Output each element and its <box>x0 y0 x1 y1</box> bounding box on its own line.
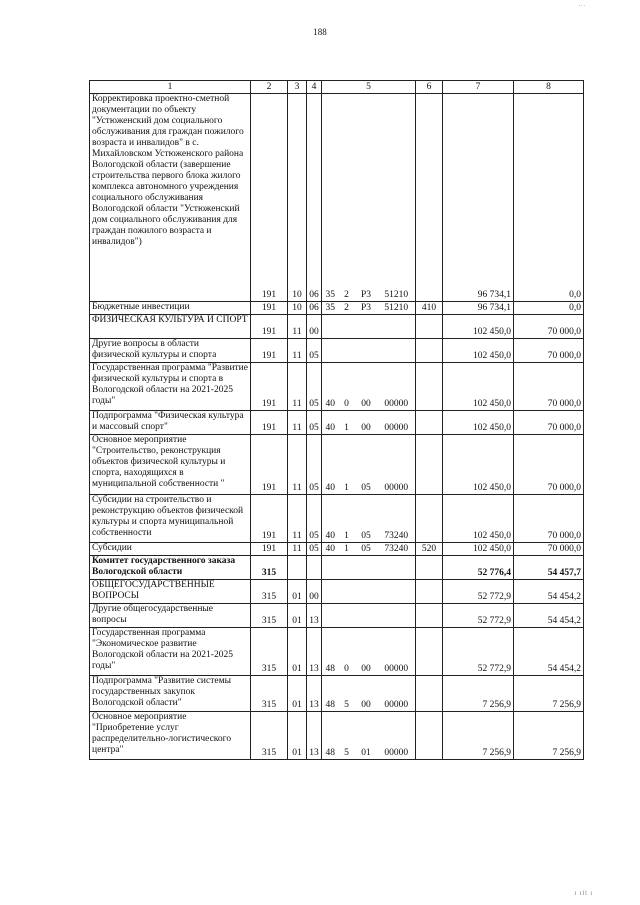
section-cell: 10 <box>288 302 307 315</box>
amount-year2-cell: 54 457,7 <box>514 556 584 580</box>
expense-type-cell <box>416 556 443 580</box>
target-program-cell: 40 <box>322 495 339 543</box>
direction-code-cell: 51210 <box>378 302 416 315</box>
expense-type-cell: 410 <box>416 302 443 315</box>
amount-year2-cell: 54 454,2 <box>514 628 584 676</box>
expense-type-cell <box>416 363 443 411</box>
table-row <box>90 556 584 580</box>
amount-year2-cell: 70 000,0 <box>514 339 584 363</box>
expense-type-cell <box>416 411 443 435</box>
row-name-cell: ФИЗИЧЕСКАЯ КУЛЬТУРА И СПОРТ <box>90 315 251 339</box>
event-cell: 00 <box>355 411 378 435</box>
section-cell: 11 <box>288 543 307 556</box>
table-row <box>90 580 584 604</box>
table-body <box>90 81 584 760</box>
event-cell: 05 <box>355 495 378 543</box>
budget-table <box>89 80 584 760</box>
section-cell: 01 <box>288 628 307 676</box>
event-cell <box>355 604 378 628</box>
subsection-cell: 05 <box>307 411 322 435</box>
event-cell: 05 <box>355 543 378 556</box>
direction-code-cell: 00000 <box>378 435 416 495</box>
gov-code-cell: 191 <box>251 543 288 556</box>
amount-year1-cell: 7 256,9 <box>443 676 514 712</box>
event-cell <box>355 315 378 339</box>
header-cell: 6 <box>416 81 443 94</box>
direction-code-cell <box>378 315 416 339</box>
subsection-cell: 05 <box>307 435 322 495</box>
amount-year1-cell: 102 450,0 <box>443 363 514 411</box>
gov-code-cell: 191 <box>251 495 288 543</box>
table-row <box>90 94 584 302</box>
event-cell: 01 <box>355 712 378 760</box>
amount-year1-cell: 102 450,0 <box>443 339 514 363</box>
direction-code-cell: 73240 <box>378 543 416 556</box>
direction-code-cell: 00000 <box>378 411 416 435</box>
direction-code-cell: 00000 <box>378 628 416 676</box>
section-cell: 11 <box>288 363 307 411</box>
direction-code-cell <box>378 339 416 363</box>
table-row <box>90 302 584 315</box>
expense-type-cell <box>416 676 443 712</box>
subprogram-cell: 2 <box>339 94 355 302</box>
row-name-cell: Другие вопросы в области физической культуры и спорта <box>90 339 251 363</box>
section-cell: 11 <box>288 495 307 543</box>
amount-year2-cell: 70 000,0 <box>514 315 584 339</box>
subprogram-cell: 1 <box>339 495 355 543</box>
event-cell <box>355 580 378 604</box>
gov-code-cell: 315 <box>251 580 288 604</box>
subsection-cell: 13 <box>307 628 322 676</box>
section-cell <box>288 556 307 580</box>
gov-code-cell: 191 <box>251 435 288 495</box>
header-cell: 5 <box>322 81 416 94</box>
amount-year1-cell: 102 450,0 <box>443 543 514 556</box>
target-program-cell <box>322 556 339 580</box>
event-cell <box>355 339 378 363</box>
target-program-cell <box>322 315 339 339</box>
subprogram-cell <box>339 339 355 363</box>
section-cell: 01 <box>288 604 307 628</box>
amount-year1-cell: 7 256,9 <box>443 712 514 760</box>
amount-year2-cell: 70 000,0 <box>514 435 584 495</box>
target-program-cell: 40 <box>322 543 339 556</box>
expense-type-cell <box>416 435 443 495</box>
target-program-cell: 48 <box>322 676 339 712</box>
gov-code-cell: 315 <box>251 628 288 676</box>
subprogram-cell: 0 <box>339 363 355 411</box>
amount-year2-cell: 70 000,0 <box>514 495 584 543</box>
expense-type-cell <box>416 580 443 604</box>
amount-year2-cell: 54 454,2 <box>514 604 584 628</box>
table-row <box>90 363 584 411</box>
direction-code-cell <box>378 580 416 604</box>
subsection-cell: 05 <box>307 339 322 363</box>
row-name-cell: Подпрограмма "Развитие системы государственных закупок Вологодской области" <box>90 676 251 712</box>
subprogram-cell <box>339 604 355 628</box>
header-cell: 4 <box>307 81 322 94</box>
direction-code-cell: 51210 <box>378 94 416 302</box>
amount-year1-cell: 102 450,0 <box>443 315 514 339</box>
row-name-cell: Бюджетные инвестиции <box>90 302 251 315</box>
row-name-cell: Государственная программа "Развитие физической культуры и спорта в Вологодской области на 2021-2025 годы" <box>90 363 251 411</box>
target-program-cell <box>322 339 339 363</box>
gov-code-cell: 315 <box>251 676 288 712</box>
target-program-cell: 40 <box>322 411 339 435</box>
table-row <box>90 543 584 556</box>
section-cell: 10 <box>288 94 307 302</box>
gov-code-cell: 191 <box>251 315 288 339</box>
subsection-cell: 06 <box>307 302 322 315</box>
target-program-cell: 40 <box>322 435 339 495</box>
subsection-cell: 05 <box>307 543 322 556</box>
section-cell: 01 <box>288 676 307 712</box>
expense-type-cell <box>416 604 443 628</box>
amount-year1-cell: 52 772,9 <box>443 604 514 628</box>
amount-year2-cell: 0,0 <box>514 302 584 315</box>
direction-code-cell: 00000 <box>378 363 416 411</box>
corner-mark-top: ... <box>578 2 586 8</box>
section-cell: 11 <box>288 339 307 363</box>
header-cell: 1 <box>90 81 251 94</box>
subprogram-cell: 1 <box>339 543 355 556</box>
subsection-cell: 06 <box>307 94 322 302</box>
table-row <box>90 315 584 339</box>
gov-code-cell: 191 <box>251 302 288 315</box>
table-row <box>90 712 584 760</box>
row-name-cell: Корректировка проектно-сметной документации по объекту "Устюженский дом социального обслуживания для граждан пожилого возраста и инвалидов" в с. Михайловском Устюженского района Вологодской области (завершение строительства первого блока жилого комплекса автономного учреждения социального обслуживания Вологодской области "Устюженский дом социального обслуживания для граждан пожилого возраста и инвалидов") <box>90 94 251 302</box>
target-program-cell: 48 <box>322 712 339 760</box>
gov-code-cell: 315 <box>251 556 288 580</box>
row-name-cell: Государственная программа "Экономическое развитие Вологодской области на 2021-2025 годы" <box>90 628 251 676</box>
event-cell: 00 <box>355 628 378 676</box>
subprogram-cell <box>339 315 355 339</box>
amount-year2-cell: 7 256,9 <box>514 712 584 760</box>
subprogram-cell <box>339 580 355 604</box>
row-name-cell: Субсидии на строительство и реконструкцию объектов физической культуры и спорта муниципальной собственности <box>90 495 251 543</box>
amount-year1-cell: 102 450,0 <box>443 495 514 543</box>
amount-year2-cell: 0,0 <box>514 94 584 302</box>
amount-year1-cell: 52 776,4 <box>443 556 514 580</box>
section-cell: 01 <box>288 712 307 760</box>
target-program-cell: 35 <box>322 302 339 315</box>
subsection-cell: 13 <box>307 712 322 760</box>
page-number: 188 <box>313 27 327 37</box>
event-cell: 00 <box>355 363 378 411</box>
row-name-cell: Подпрограмма "Физическая культура и массовый спорт" <box>90 411 251 435</box>
direction-code-cell <box>378 556 416 580</box>
expense-type-cell <box>416 628 443 676</box>
amount-year1-cell: 96 734,1 <box>443 302 514 315</box>
subsection-cell: 05 <box>307 495 322 543</box>
amount-year2-cell: 7 256,9 <box>514 676 584 712</box>
expense-type-cell <box>416 495 443 543</box>
expense-type-cell <box>416 94 443 302</box>
row-name-cell: Другие общегосударственные вопросы <box>90 604 251 628</box>
amount-year1-cell: 102 450,0 <box>443 411 514 435</box>
section-cell: 11 <box>288 411 307 435</box>
direction-code-cell: 00000 <box>378 712 416 760</box>
gov-code-cell: 315 <box>251 604 288 628</box>
table-row <box>90 495 584 543</box>
corner-mark-bottom: i ill i <box>574 891 593 897</box>
row-name-cell: Основное мероприятие "Строительство, реконструкция объектов физической культуры и спорта, находящихся в муниципальной собственности " <box>90 435 251 495</box>
row-name-cell: Комитет государственного заказа Вологодской области <box>90 556 251 580</box>
row-name-cell: Основное мероприятие "Приобретение услуг распределительно-логистического центра" <box>90 712 251 760</box>
event-cell: Р3 <box>355 302 378 315</box>
table-row <box>90 435 584 495</box>
subsection-cell: 00 <box>307 315 322 339</box>
amount-year1-cell: 52 772,9 <box>443 628 514 676</box>
expense-type-cell <box>416 712 443 760</box>
subprogram-cell: 5 <box>339 676 355 712</box>
subprogram-cell: 5 <box>339 712 355 760</box>
header-cell: 3 <box>288 81 307 94</box>
subsection-cell <box>307 556 322 580</box>
table-row <box>90 604 584 628</box>
amount-year2-cell: 70 000,0 <box>514 363 584 411</box>
event-cell: 05 <box>355 435 378 495</box>
target-program-cell <box>322 580 339 604</box>
gov-code-cell: 191 <box>251 339 288 363</box>
amount-year1-cell: 102 450,0 <box>443 435 514 495</box>
table-row <box>90 628 584 676</box>
subsection-cell: 00 <box>307 580 322 604</box>
subprogram-cell: 1 <box>339 411 355 435</box>
header-cell: 2 <box>251 81 288 94</box>
target-program-cell: 35 <box>322 94 339 302</box>
row-name-cell: ОБЩЕГОСУДАРСТВЕННЫЕ ВОПРОСЫ <box>90 580 251 604</box>
amount-year2-cell: 70 000,0 <box>514 543 584 556</box>
event-cell <box>355 556 378 580</box>
subsection-cell: 13 <box>307 676 322 712</box>
subsection-cell: 13 <box>307 604 322 628</box>
expense-type-cell <box>416 339 443 363</box>
header-cell: 8 <box>514 81 584 94</box>
event-cell: Р3 <box>355 94 378 302</box>
amount-year1-cell: 52 772,9 <box>443 580 514 604</box>
subprogram-cell: 2 <box>339 302 355 315</box>
subprogram-cell: 0 <box>339 628 355 676</box>
table-row <box>90 676 584 712</box>
table-row <box>90 339 584 363</box>
table-row <box>90 411 584 435</box>
gov-code-cell: 315 <box>251 712 288 760</box>
target-program-cell <box>322 604 339 628</box>
expense-type-cell <box>416 315 443 339</box>
event-cell: 00 <box>355 676 378 712</box>
header-row <box>90 81 584 94</box>
subprogram-cell <box>339 556 355 580</box>
subprogram-cell: 1 <box>339 435 355 495</box>
subsection-cell: 05 <box>307 363 322 411</box>
gov-code-cell: 191 <box>251 94 288 302</box>
amount-year2-cell: 70 000,0 <box>514 411 584 435</box>
section-cell: 11 <box>288 315 307 339</box>
amount-year2-cell: 54 454,2 <box>514 580 584 604</box>
gov-code-cell: 191 <box>251 363 288 411</box>
expense-type-cell: 520 <box>416 543 443 556</box>
direction-code-cell <box>378 604 416 628</box>
target-program-cell: 40 <box>322 363 339 411</box>
direction-code-cell: 73240 <box>378 495 416 543</box>
section-cell: 11 <box>288 435 307 495</box>
header-cell: 7 <box>443 81 514 94</box>
section-cell: 01 <box>288 580 307 604</box>
target-program-cell: 48 <box>322 628 339 676</box>
gov-code-cell: 191 <box>251 411 288 435</box>
row-name-cell: Субсидии <box>90 543 251 556</box>
amount-year1-cell: 96 734,1 <box>443 94 514 302</box>
direction-code-cell: 00000 <box>378 676 416 712</box>
